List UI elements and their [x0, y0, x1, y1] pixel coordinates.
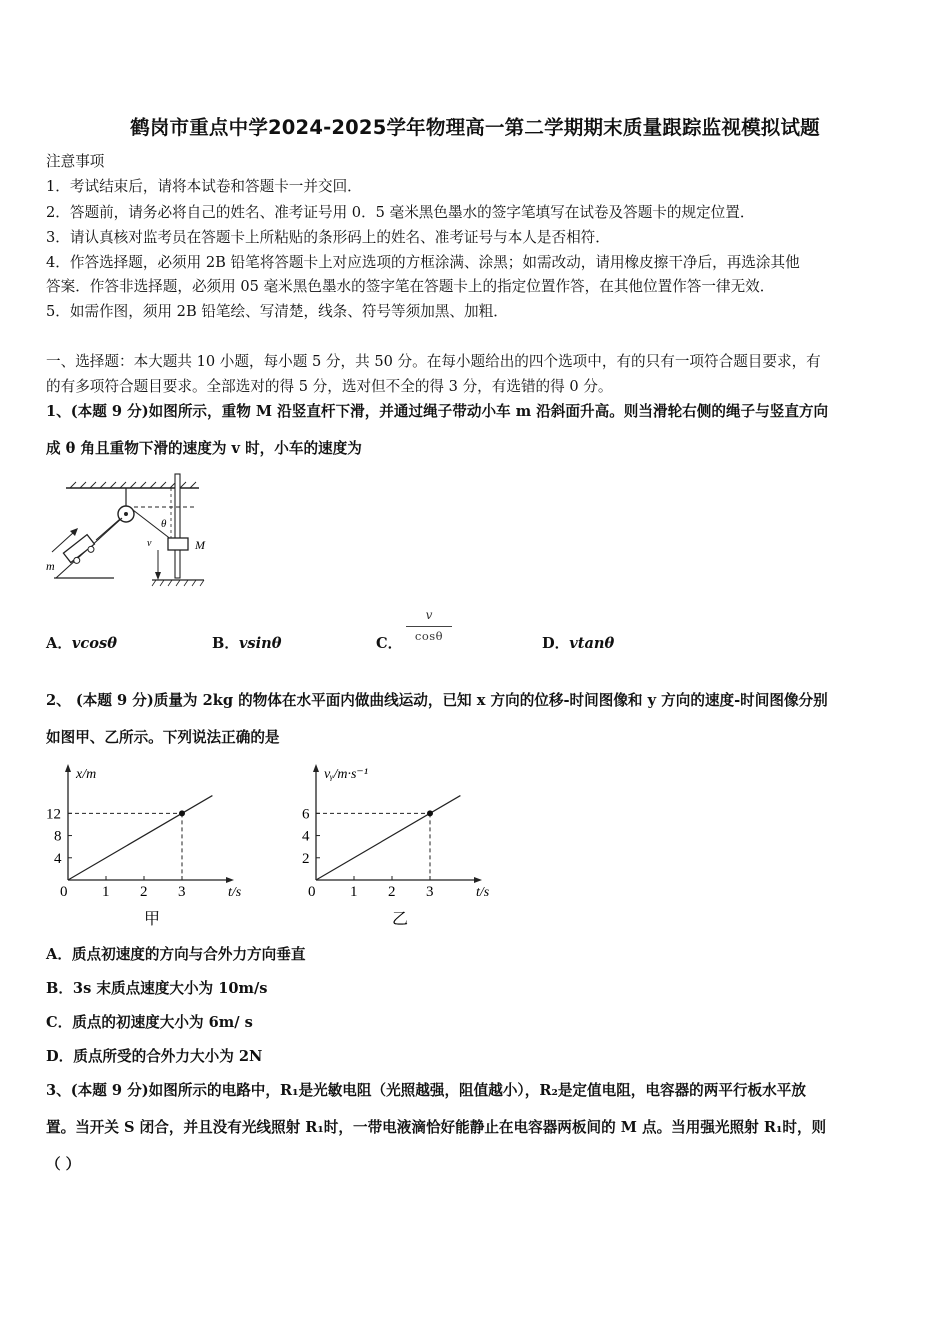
- x-tick-label: 2: [140, 884, 148, 900]
- q1-option-c-fraction: [406, 608, 452, 643]
- q3-stem-line1: 3、(本题 9 分)如图所示的电路中，R₁是光敏电阻（光照越强，阻值越小），R₂是定值电阻，电容器的两平行板水平放: [46, 1082, 806, 1099]
- option-letter: D．: [542, 635, 570, 652]
- data-point: [179, 810, 185, 816]
- fraction-numerator: v: [425, 608, 433, 622]
- option-text: vtanθ: [569, 635, 615, 652]
- y-tick-label: 4: [302, 828, 310, 845]
- fraction-bar: [406, 626, 452, 627]
- notice-item-2: 2．答题前，请务必将自己的姓名、准考证号用 0．5 毫米黑色墨水的签字笔填写在试卷及答题卡的规定位置．: [46, 204, 755, 221]
- x-tick-label: 1: [102, 884, 110, 900]
- q3-stem-line3: （ ）: [46, 1156, 81, 1173]
- notice-item-5: 5．如需作图，须用 2B 铅笔绘、写清楚，线条、符号等须加黑、加粗．: [46, 303, 508, 320]
- notice-item-1: 1．考试结束后，请将本试卷和答题卡一并交回．: [46, 178, 362, 195]
- q1-pulley-figure: [44, 470, 216, 590]
- q1-option-c[interactable]: [376, 632, 402, 653]
- x-tick-label: 0: [60, 884, 68, 900]
- notice-item-4-cont: 答案．作答非选择题，必须用 05 毫米黑色墨水的签字笔在答题卡上的指定位置作答，在其他位置作答一律无效．: [46, 278, 775, 295]
- x-axis-label: t/s: [228, 885, 242, 900]
- velocity-label: v: [147, 538, 152, 549]
- q1-stem-line1: 1、(本题 9 分)如图所示，重物 M 沿竖直杆下滑，并通过绳子带动小车 m 沿斜面升高。则当滑轮右侧的绳子与竖直方向: [46, 403, 829, 420]
- y-tick-label: 12: [46, 806, 61, 823]
- x-tick-label: 1: [350, 884, 358, 900]
- option-letter: B．: [212, 635, 239, 652]
- y-axis-label: vᵧ/m·s⁻¹: [324, 767, 368, 782]
- option-text: vsinθ: [238, 635, 282, 652]
- option-letter: A．: [46, 635, 72, 652]
- y-tick-label: 4: [54, 850, 62, 867]
- q3-stem-line2: 置。当开关 S 闭合，并且没有光线照射 R₁时，一带电液滴恰好能静止在电容器两板间的 M 点。当用强光照射 R₁时，则: [46, 1119, 827, 1136]
- chart-caption: 甲: [144, 911, 161, 928]
- section-intro-line1: 一、选择题：本大题共 10 小题，每小题 5 分，共 50 分。在每小题给出的四个选项中，有的只有一项符合题目要求，有: [46, 353, 821, 370]
- x-axis-label: t/s: [476, 885, 490, 900]
- section-intro-line2: 的有多项符合题目要求。全部选对的得 5 分，选对但不全的得 3 分，有选错的得 0 分。: [46, 378, 613, 395]
- y-axis-arrow: [65, 764, 71, 772]
- q2-chart-yi: [288, 758, 508, 933]
- series-line: [316, 796, 460, 880]
- q1-option-d[interactable]: [542, 632, 614, 653]
- x-tick-label: 0: [308, 884, 316, 900]
- data-point: [427, 810, 433, 816]
- page-title: 鹤岗市重点中学2024-2025学年物理高一第二学期期末质量跟踪监视模拟试题: [130, 116, 820, 139]
- y-axis-label: x/m: [76, 767, 97, 782]
- q2-option-d[interactable]: D．质点所受的合外力大小为 2N: [46, 1048, 263, 1065]
- chart-caption: 乙: [392, 911, 409, 928]
- y-tick-label: 2: [302, 850, 310, 867]
- q1-stem-line2: 成 θ 角且重物下滑的速度为 v 时，小车的速度为: [46, 440, 362, 457]
- q2-chart-jia: [40, 758, 260, 933]
- series-line: [68, 796, 212, 880]
- x-axis-arrow: [474, 877, 482, 883]
- notice-item-3: 3．请认真核对监考员在答题卡上所粘贴的条形码上的姓名、准考证号与本人是否相符．: [46, 229, 610, 246]
- q2-stem-line1: 2、 (本题 9 分)质量为 2kg 的物体在水平面内做曲线运动，已知 x 方向的位移-时间图像和 y 方向的速度-时间图像分别: [46, 692, 828, 709]
- x-axis-arrow: [226, 877, 234, 883]
- fraction-denominator: cosθ: [414, 629, 444, 643]
- x-tick-label: 3: [178, 884, 186, 900]
- q1-option-b[interactable]: [212, 632, 282, 653]
- y-tick-label: 8: [54, 828, 62, 845]
- y-tick-label: 6: [302, 806, 310, 823]
- option-text: vcosθ: [71, 635, 117, 652]
- q2-option-a[interactable]: A．质点初速度的方向与合外力方向垂直: [46, 946, 306, 963]
- mass-M-label: M: [195, 538, 205, 552]
- q2-stem-line2: 如图甲、乙所示。下列说法正确的是: [46, 729, 280, 746]
- x-tick-label: 3: [426, 884, 434, 900]
- notice-heading: 注意事项: [46, 153, 105, 170]
- mass-m-label: m: [46, 559, 55, 573]
- x-tick-label: 2: [388, 884, 396, 900]
- q1-option-a[interactable]: [46, 632, 117, 653]
- notice-item-4: 4．作答选择题，必须用 2B 铅笔将答题卡上对应选项的方框涂满、涂黑；如需改动，请用橡皮擦干净后，再选涂其他: [46, 254, 800, 271]
- option-letter: C．: [376, 635, 403, 652]
- y-axis-arrow: [313, 764, 319, 772]
- q2-option-b[interactable]: B．3s 末质点速度大小为 10m/s: [46, 980, 268, 997]
- q2-option-c[interactable]: C．质点的初速度大小为 6m/ s: [46, 1014, 253, 1031]
- theta-label: θ: [161, 518, 167, 530]
